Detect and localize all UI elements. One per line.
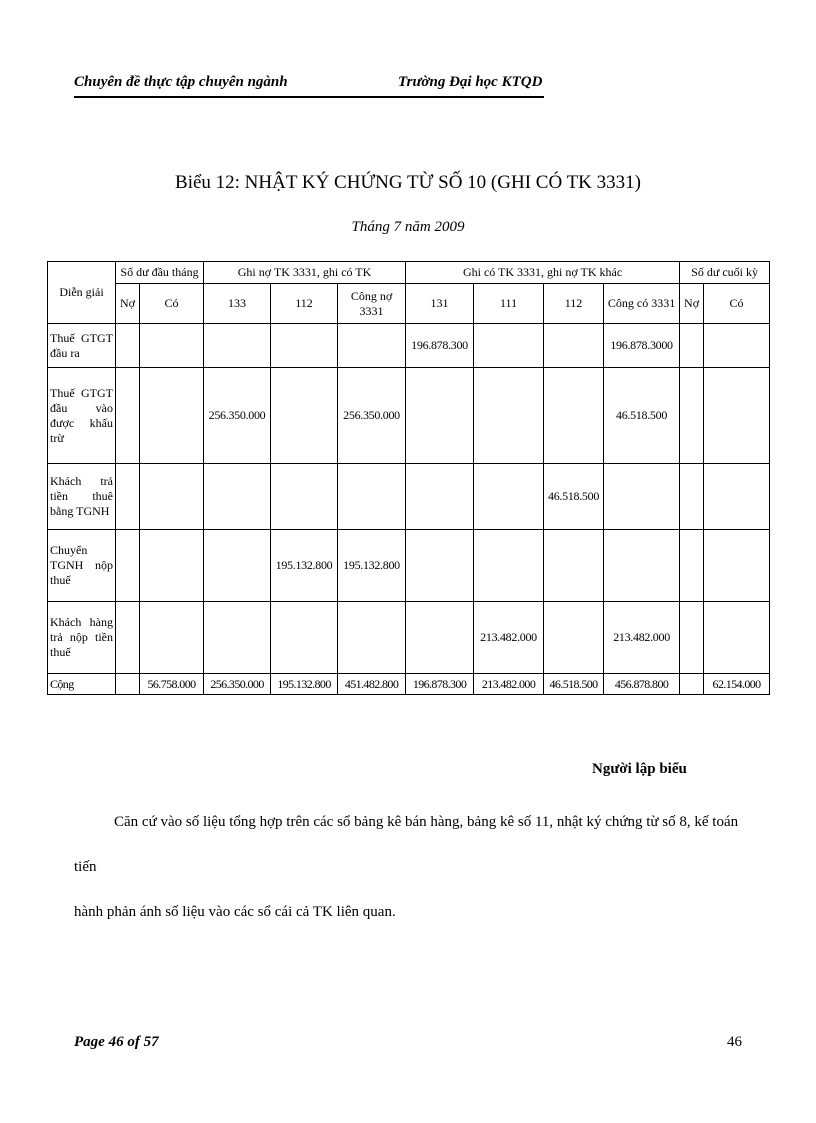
table-cell	[704, 324, 770, 368]
table-row	[48, 602, 770, 674]
table-cell	[116, 530, 140, 602]
table-cell	[271, 368, 338, 464]
table-cell	[338, 324, 406, 368]
row-desc: Thuế GTGT đầu ra	[48, 324, 116, 368]
subheader-cell: Có	[704, 284, 770, 324]
table-cell	[544, 324, 604, 368]
page-number: 46	[727, 1034, 742, 1050]
page-header	[74, 74, 544, 98]
table-header-row-2	[48, 284, 770, 324]
row-desc: Chuyển TGNH nộp thuế	[48, 530, 116, 602]
subheader-cell: 112	[544, 284, 604, 324]
table-cell	[140, 368, 204, 464]
table-cell	[604, 530, 680, 602]
table-cell	[704, 530, 770, 602]
table-cell	[204, 324, 271, 368]
row-desc: Thuế GTGT đầu vào được khấu trừ	[48, 368, 116, 464]
total-cell: 451.482.800	[338, 674, 406, 695]
paragraph-line: Căn cứ vào số liệu tổng hợp trên các sổ bảng kê bán hàng, bảng kê số 11, nhật ký chứng từ số 8, kế toán tiến	[74, 814, 739, 875]
table-cell	[680, 602, 704, 674]
total-cell: 213.482.000	[474, 674, 544, 695]
table-cell	[680, 530, 704, 602]
total-cell: 56.758.000	[140, 674, 204, 695]
table-cell: 195.132.800	[338, 530, 406, 602]
header-credit-group: Ghi có TK 3331, ghi nợ TK khác	[406, 262, 680, 284]
table-cell: 196.878.300	[406, 324, 474, 368]
table-cell	[116, 602, 140, 674]
table-cell	[474, 368, 544, 464]
table-cell: 196.878.3000	[604, 324, 680, 368]
row-desc: Khách hàng trả nộp tiền thuế	[48, 602, 116, 674]
table-cell	[704, 602, 770, 674]
table-cell	[140, 464, 204, 530]
table-cell	[140, 324, 204, 368]
table-row	[48, 368, 770, 464]
table-cell	[704, 368, 770, 464]
subheader-cell: 131	[406, 284, 474, 324]
total-row	[48, 674, 770, 695]
table-header-row-1	[48, 262, 770, 284]
table-cell	[474, 530, 544, 602]
header-topic: Chuyên đề thực tập chuyên ngành	[74, 74, 288, 90]
table-cell	[271, 464, 338, 530]
table-cell	[544, 530, 604, 602]
table-cell	[474, 324, 544, 368]
table-cell: 256.350.000	[338, 368, 406, 464]
table-cell	[406, 530, 474, 602]
table-cell: 46.518.500	[604, 368, 680, 464]
subheader-cell: 111	[474, 284, 544, 324]
table-cell	[204, 602, 271, 674]
table-cell	[271, 324, 338, 368]
table-cell	[704, 464, 770, 530]
table-cell: 256.350.000	[204, 368, 271, 464]
subheader-cell: Công nợ 3331	[338, 284, 406, 324]
subheader-cell: Nợ	[116, 284, 140, 324]
table-cell	[338, 464, 406, 530]
table-row	[48, 324, 770, 368]
total-cell	[680, 674, 704, 695]
table-cell: 46.518.500	[544, 464, 604, 530]
subheader-cell: 112	[271, 284, 338, 324]
document-title: Biểu 12: NHẬT KÝ CHỨNG TỪ SỐ 10 (GHI CÓ TK 3331)	[175, 172, 641, 193]
row-desc: Khách trả tiền thuê bằng TGNH	[48, 464, 116, 530]
table-cell	[680, 368, 704, 464]
paragraph-line: hành phản ánh số liệu vào các sổ cái cả TK liên quan.	[74, 904, 396, 920]
table-cell	[204, 464, 271, 530]
table-cell	[544, 368, 604, 464]
total-label: Cộng	[48, 674, 116, 695]
table-cell	[544, 602, 604, 674]
total-cell: 256.350.000	[204, 674, 271, 695]
table-cell	[116, 324, 140, 368]
header-opening-balance: Số dư đầu tháng	[116, 262, 204, 284]
header-debit-group: Ghi nợ TK 3331, ghi có TK	[204, 262, 406, 284]
total-cell: 46.518.500	[544, 674, 604, 695]
subheader-cell: Nợ	[680, 284, 704, 324]
page-label: Page 46 of 57	[74, 1034, 159, 1050]
table-cell: 213.482.000	[474, 602, 544, 674]
total-cell	[116, 674, 140, 695]
table-cell	[406, 602, 474, 674]
document-subtitle: Tháng 7 năm 2009	[351, 219, 465, 235]
table-cell	[204, 530, 271, 602]
total-cell: 456.878.800	[604, 674, 680, 695]
table-cell	[116, 368, 140, 464]
table-cell	[140, 602, 204, 674]
table-cell	[338, 602, 406, 674]
ledger-table	[47, 261, 770, 695]
table-cell	[271, 602, 338, 674]
signer-label: Người lập biểu	[592, 761, 687, 777]
table-cell	[680, 324, 704, 368]
table-row	[48, 464, 770, 530]
subheader-cell: Có	[140, 284, 204, 324]
subheader-cell: 133	[204, 284, 271, 324]
body-paragraph	[74, 800, 746, 935]
table-cell	[604, 464, 680, 530]
total-cell: 195.132.800	[271, 674, 338, 695]
header-school: Trường Đại học KTQD	[398, 74, 543, 90]
table-cell	[116, 464, 140, 530]
total-cell: 62.154.000	[704, 674, 770, 695]
table-cell	[140, 530, 204, 602]
table-cell	[406, 368, 474, 464]
table-cell: 195.132.800	[271, 530, 338, 602]
header-closing-balance: Số dư cuối kỳ	[680, 262, 770, 284]
table-cell	[406, 464, 474, 530]
table-cell: 213.482.000	[604, 602, 680, 674]
total-cell: 196.878.300	[406, 674, 474, 695]
table-cell	[474, 464, 544, 530]
header-desc: Diễn giải	[48, 262, 116, 324]
table-cell	[680, 464, 704, 530]
subheader-cell: Công có 3331	[604, 284, 680, 324]
table-row	[48, 530, 770, 602]
